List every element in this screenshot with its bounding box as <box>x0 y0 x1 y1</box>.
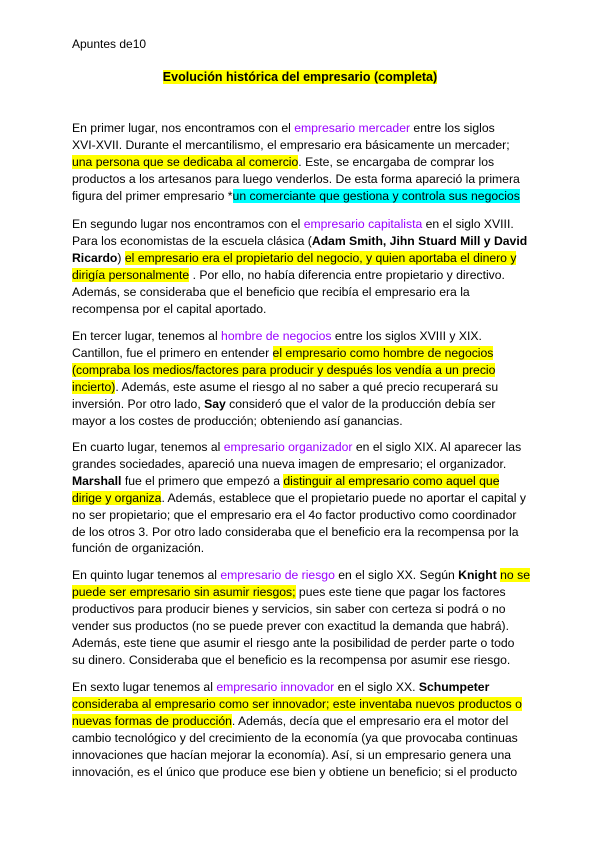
paragraph-6 <box>72 679 530 780</box>
text-run: . Además, este asume el riesgo al no saber a qué precio recuperará su <box>115 379 499 394</box>
text-run: En tercer lugar, tenemos al <box>72 329 222 343</box>
text-line <box>72 233 530 250</box>
text-run: no ser propietario; que el empresario era el 4o factor productivo como coordinador <box>72 507 517 522</box>
text-run: consideró que el valor de la producción debía ser <box>225 396 496 411</box>
text-run: figura del primer empresario * <box>72 188 233 203</box>
bold-names: Ricardo <box>72 250 118 265</box>
text-line <box>72 652 530 669</box>
text-line <box>72 524 530 541</box>
text-line <box>72 635 530 652</box>
text-line <box>72 413 530 430</box>
text-run: en el siglo XX. <box>334 680 419 694</box>
text-run: ) <box>117 250 125 265</box>
bold-names: Knight <box>458 568 497 582</box>
text-run: función de organización. <box>72 541 205 556</box>
text-run: En segundo lugar nos encontramos con el <box>72 217 304 231</box>
text-run: en el siglo XVIII. <box>422 217 514 231</box>
text-run: En cuarto lugar, tenemos al <box>72 440 224 454</box>
text-line <box>72 730 530 747</box>
bold-names: Say <box>204 396 226 411</box>
yellow-highlight: puede ser empresario sin asumir riesgos; <box>72 584 296 599</box>
text-line <box>72 284 530 301</box>
text-run: Además, este tiene que asumir el riesgo ante la posibilidad de perder parte o todo <box>72 635 515 650</box>
text-line <box>72 584 530 601</box>
text-run: en el siglo XX. Según <box>334 568 459 582</box>
text-run: innovación, es el único que produce ese bien y obtiene un beneficio; si el producto <box>72 764 518 779</box>
text-line <box>72 120 530 137</box>
text-run: En quinto lugar tenemos al <box>72 568 221 582</box>
text-run: inversión. Por otro lado, <box>72 396 205 411</box>
text-run: fue el primero que empezó a <box>121 473 284 488</box>
text-run: productos a los artesanos para luego venderlos. De esta forma apareció la primera <box>72 171 520 186</box>
text-run: . Por ello, no había diferencia entre propietario y directivo. <box>189 267 505 282</box>
text-run: pues este tiene que pagar los factores <box>295 584 506 599</box>
text-run: entre los siglos XVIII y XIX. <box>331 329 482 343</box>
text-line <box>72 540 530 557</box>
text-run: Cantillon, fue el primero en entender <box>72 345 273 360</box>
text-run: grandes sociedades, apareció una nueva imagen de empresario; el organizador. <box>72 456 507 471</box>
text-run: vender sus productos (no se puede prever con exactitud la demanda que habrá). <box>72 618 509 633</box>
text-run: mayor a los costes de producción; obteniendo así ganancias. <box>72 413 403 428</box>
text-line <box>72 137 530 154</box>
paragraph-2 <box>72 216 530 317</box>
text-run: . Además, establece que el propietario puede no aportar el capital y <box>161 490 526 505</box>
term-highlight: empresario capitalista <box>303 217 423 231</box>
text-run: innovaciones que hacían mejorar la economía). Así, si un empresario genera una <box>72 747 512 762</box>
text-line <box>72 713 530 730</box>
text-run: cambio tecnológico y del crecimiento de la economía (ya que provocaba continuas <box>72 730 518 745</box>
text-line <box>72 250 530 267</box>
text-line <box>72 456 530 473</box>
term-highlight: hombre de negocios <box>221 329 332 343</box>
text-line <box>72 328 530 345</box>
text-run: En primer lugar, nos encontramos con el <box>72 121 295 135</box>
text-run: su dinero. Consideraba que el beneficio es la recompensa por asumir ese riesgo. <box>72 652 511 667</box>
text-line <box>72 439 530 456</box>
cyan-highlight: un comerciante que gestiona y controla sus negocios <box>232 188 520 203</box>
yellow-highlight: distinguir al empresario como aquel que <box>283 473 500 488</box>
title-highlight: Evolución histórica del empresario (completa) <box>162 70 438 84</box>
bold-names: Adam Smith, Jihn Stuard Mill y David <box>311 233 528 248</box>
paragraph-5 <box>72 567 530 668</box>
paragraph-4 <box>72 439 530 557</box>
text-line <box>72 362 530 379</box>
term-highlight: empresario organizador <box>223 440 353 454</box>
text-line <box>72 188 530 205</box>
text-line <box>72 618 530 635</box>
text-line <box>72 396 530 413</box>
yellow-highlight: incierto) <box>72 379 116 394</box>
text-line <box>72 601 530 618</box>
text-line <box>72 507 530 524</box>
yellow-highlight: dirige y organiza <box>72 490 162 505</box>
text-run: . Además, decía que el empresario era el motor del <box>231 713 509 728</box>
text-line <box>72 473 530 490</box>
document-title <box>0 70 600 84</box>
term-highlight: empresario mercader <box>294 121 411 135</box>
yellow-highlight: consideraba al empresario como ser innovador; este inventaba nuevos productos o <box>72 696 522 711</box>
text-line <box>72 764 530 781</box>
text-line <box>72 490 530 507</box>
yellow-highlight: no se <box>500 568 530 582</box>
text-run: En sexto lugar tenemos al <box>72 680 217 694</box>
text-run: . Este, se encargaba de comprar los <box>298 154 495 169</box>
text-line <box>72 154 530 171</box>
text-run: recompensa por el capital aportado. <box>72 301 267 316</box>
text-run: productivos para producir bienes y servicios, sin saber con certeza si podrá o no <box>72 601 506 616</box>
text-line <box>72 267 530 284</box>
text-run: XVI-XVII. Durante el mercantilismo, el empresario era básicamente un mercader; <box>72 137 510 152</box>
text-run: Para los economistas de la escuela clásica ( <box>72 233 312 248</box>
text-line <box>72 696 530 713</box>
bold-names: Schumpeter <box>418 680 490 694</box>
bold-names: Marshall <box>72 473 122 488</box>
text-line <box>72 679 530 696</box>
text-line <box>72 379 530 396</box>
text-run: Además, se consideraba que el beneficio que recibía el empresario era la <box>72 284 470 299</box>
text-line <box>72 216 530 233</box>
yellow-highlight: nuevas formas de producción <box>72 713 232 728</box>
yellow-highlight: (compraba los medios/factores para producir y después los vendía a un precio <box>72 362 496 377</box>
text-line <box>72 567 530 584</box>
paragraph-1 <box>72 120 530 205</box>
yellow-highlight: dirigía personalmente <box>72 267 190 282</box>
yellow-highlight: el empresario era el propietario del negocio, y quien aportaba el dinero y <box>124 250 517 265</box>
yellow-highlight: una persona que se dedicaba al comercio <box>72 154 299 169</box>
yellow-highlight: el empresario como hombre de negocios <box>272 345 494 360</box>
text-run: de los otros 3. Por otro lado consideraba que el beneficio era la recompensa por la <box>72 524 519 539</box>
page-header: Apuntes de10 <box>72 37 147 51</box>
paragraph-3 <box>72 328 530 429</box>
text-run: en el siglo XIX. Al aparecer las <box>352 440 522 454</box>
text-line <box>72 345 530 362</box>
term-highlight: empresario innovador <box>216 680 335 694</box>
text-run: entre los siglos <box>410 121 495 135</box>
text-line <box>72 171 530 188</box>
text-line <box>72 747 530 764</box>
term-highlight: empresario de riesgo <box>220 568 335 582</box>
text-line <box>72 301 530 318</box>
